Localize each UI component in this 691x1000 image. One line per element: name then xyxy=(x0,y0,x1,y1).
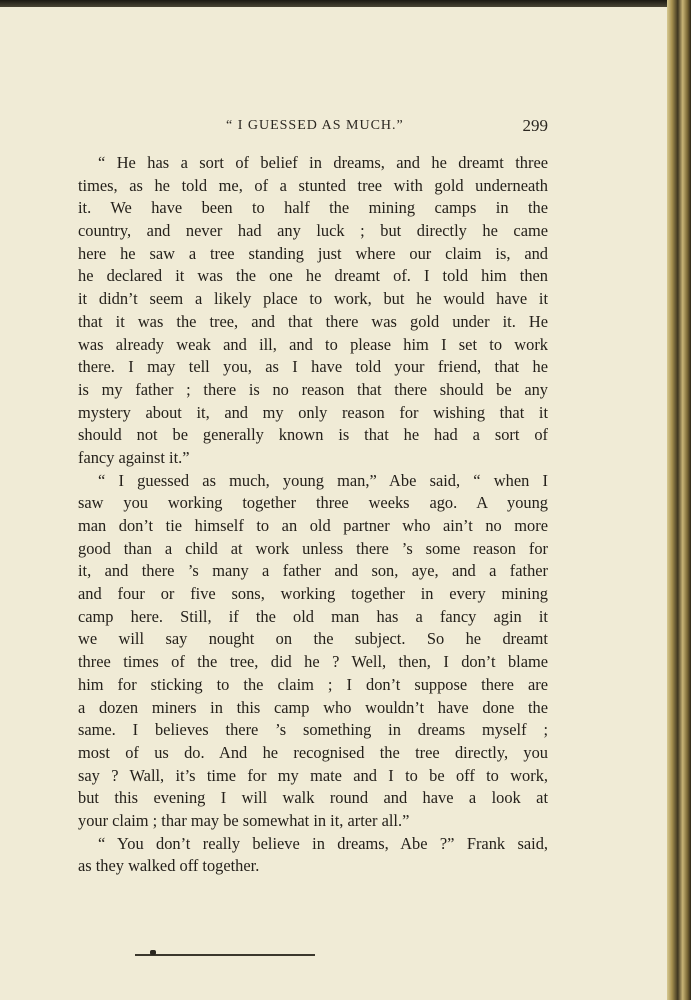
printer-mark xyxy=(150,950,156,955)
text-line: “ He has a sort of belief in dreams, and he dreamt three xyxy=(98,153,548,172)
book-binding-edge xyxy=(667,0,691,1000)
text-line: was already weak and ill, and to please him I set to work xyxy=(78,334,548,354)
text-line: most of us do. And he recognised the tree directly, you xyxy=(78,742,548,762)
text-line: here he saw a tree standing just where our claim is, and xyxy=(78,243,548,263)
text-line: say ? Wall, it’s time for my mate and I to be off to work, xyxy=(78,765,548,785)
page-number: 299 xyxy=(522,116,548,135)
text-line: fancy against it.” xyxy=(78,447,190,467)
text-line: we will say nought on the subject. So he dreamt xyxy=(78,629,548,649)
page-top-edge xyxy=(0,0,691,7)
text-line: good than a child at work unless there ’s some reason for xyxy=(78,538,548,558)
text-line: same. I believes there ’s something in dreams myself ; xyxy=(78,720,548,740)
text-line: “ I guessed as much, young man,” Abe said, “ when I xyxy=(98,470,548,490)
text-line: that it was the tree, and that there was gold under it. He xyxy=(78,311,548,331)
text-line: he declared it was the one he dreamt of. I told him then xyxy=(78,266,548,286)
text-line: three times of the tree, did he ? Well, then, I don’t blame xyxy=(78,652,548,672)
text-line: him for sticking to the claim ; I don’t suppose there are xyxy=(78,674,548,694)
text-line: and four or five sons, working together in every mining xyxy=(78,584,548,604)
body-text xyxy=(78,152,548,878)
footer-rule xyxy=(135,954,315,956)
text-line: a dozen miners in this camp who wouldn’t have done the xyxy=(78,697,548,717)
text-line: it. We have been to half the mining camps in the xyxy=(78,198,548,218)
text-line: is my father ; there is no reason that there should be any xyxy=(78,379,548,399)
text-line: it, and there ’s many a father and son, aye, and a father xyxy=(78,561,548,581)
text-line: as they walked off together. xyxy=(78,856,260,876)
text-line: “ You don’t really believe in dreams, Abe ?” Frank said, xyxy=(98,833,548,853)
text-line: times, as he told me, of a stunted tree with gold underneath xyxy=(78,175,548,195)
text-line: saw you working together three weeks ago. A young xyxy=(78,493,548,513)
text-line: country, and never had any luck ; but directly he came xyxy=(78,221,548,241)
page-header xyxy=(78,118,548,140)
text-line: your claim ; thar may be somewhat in it, arter all.” xyxy=(78,810,410,830)
text-line: camp here. Still, if the old man has a fancy agin it xyxy=(78,606,548,626)
text-line: man don’t tie himself to an old partner who ain’t no more xyxy=(78,516,548,535)
text-line: it didn’t seem a likely place to work, but he would have it xyxy=(78,289,548,309)
running-title: “ I GUESSED AS MUCH.” xyxy=(226,118,404,133)
text-line: mystery about it, and my only reason for wishing that it xyxy=(78,402,548,422)
text-line: there. I may tell you, as I have told your friend, that he xyxy=(78,357,548,377)
text-line: should not be generally known is that he had a sort of xyxy=(78,425,548,445)
text-line: but this evening I will walk round and have a look at xyxy=(78,788,548,808)
